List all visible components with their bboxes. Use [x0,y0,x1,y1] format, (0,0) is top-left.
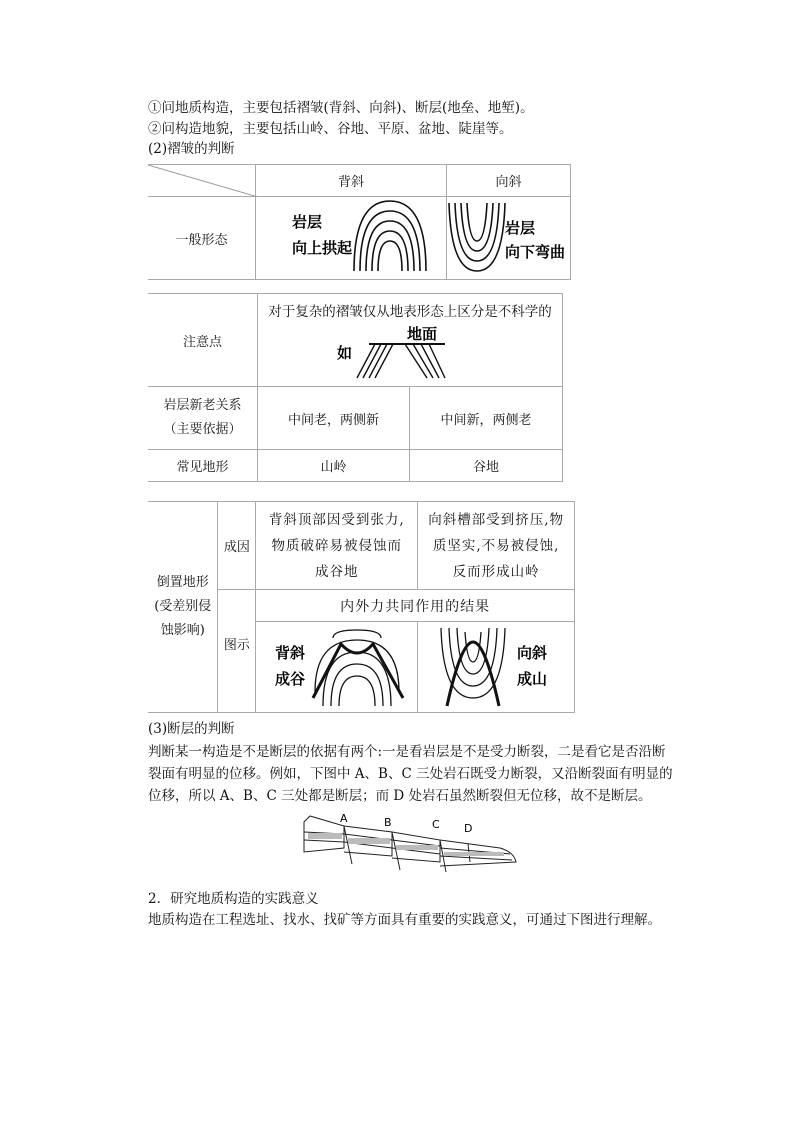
syncline-diagram-cell [447,197,571,280]
fault-label-a: A [340,812,348,825]
anticline-text-1: 岩层 [292,213,323,231]
anticline-diagram-cell [256,197,447,280]
diagonal-header-cell [148,165,256,197]
syncline-diagram [447,197,570,275]
syncline-header: 向斜 [447,165,571,197]
inverted-label-2: (受差别侵 [154,599,212,614]
general-form-label: 一般形态 [148,197,256,280]
fault-label-b: B [384,816,392,829]
age-anticline: 中间老，两侧新 [257,387,409,450]
anticline-text-2: 向上拱起 [292,239,353,257]
diagonal-line [148,165,258,197]
cause-anticline: 背斜顶部因受到张力,物质破碎易被侵蚀而成谷地 [256,502,418,590]
intro-line-2: ②问构造地貌，主要包括山岭、谷地、平原、盆地、陡崖等。 [148,121,513,137]
anticline-diagram [256,197,446,275]
fault-label-d: D [464,822,473,835]
inverted-label-1: 倒置地形 [156,575,209,590]
fault-diagram [300,812,520,878]
anticline-valley-cell [256,622,418,713]
landform-label: 常见地形 [148,450,257,482]
anticline-valley-diagram [257,622,417,708]
fold-form-table [148,164,571,280]
age-label-2: （主要依据） [163,422,242,437]
fig-syncline-1: 向斜 [517,644,548,662]
note-label: 注意点 [148,294,257,387]
fig-anticline-1: 背斜 [274,644,305,662]
result-text: 内外力共同作用的结果 [256,590,575,622]
syncline-mountain-cell [418,622,575,713]
landform-anticline: 山岭 [257,450,409,482]
inverted-label-cell [148,502,218,713]
note-fig-ru: 如 [336,344,352,362]
age-syncline: 中间新，两侧老 [409,387,562,450]
diagram-label: 图示 [218,590,256,713]
fault-label-c: C [432,818,440,831]
section2-paragraph: 地质构造在工程选址、找水、找矿等方面具有重要的实践意义，可通过下图进行理解。 [148,912,661,928]
fold-note-table [148,293,563,482]
age-label-cell [148,387,257,450]
note-fig-dimian: 地面 [406,325,437,343]
age-label-1: 岩层新老关系 [163,398,242,413]
inverted-landform-table [148,501,575,713]
cause-syncline: 向斜槽部受到挤压,物质坚实,不易被侵蚀,反而形成山岭 [418,502,575,590]
fault-paragraph: 判断某一构造是不是断层的依据有两个:一是看岩层是不是受力断裂，二是看它是否沿断裂面有明显的位移。例如，下图中 A、B、C 三处岩石既受力断裂，又沿断裂面有明显的位移，所以 A、B、C 三处都是断层；而 D 处岩石虽然断裂但无位移，故不是断层。 [148,744,673,804]
fold-heading: (2)褶皱的判断 [148,141,235,157]
anticline-header: 背斜 [256,165,447,197]
inverted-label-3: 蚀影响) [160,623,205,638]
intro-line-1: ①问地质构造，主要包括褶皱(背斜、向斜)、断层(地垒、地堑)。 [148,100,534,116]
note-text: 对于复杂的褶皱仅从地表形态上区分是不科学的 [268,304,552,320]
syncline-text-2: 向下弯曲 [505,243,566,261]
cause-label: 成因 [218,502,256,590]
note-diagram [335,322,485,380]
landform-syncline: 谷地 [409,450,562,482]
fig-anticline-2: 成谷 [274,670,305,688]
section2-heading: 2．研究地质构造的实践意义 [148,891,319,907]
fault-heading: (3)断层的判断 [148,721,235,737]
note-cell [257,294,562,387]
fig-syncline-2: 成山 [517,670,548,688]
syncline-text-1: 岩层 [505,219,536,237]
syncline-mountain-diagram [421,622,571,708]
